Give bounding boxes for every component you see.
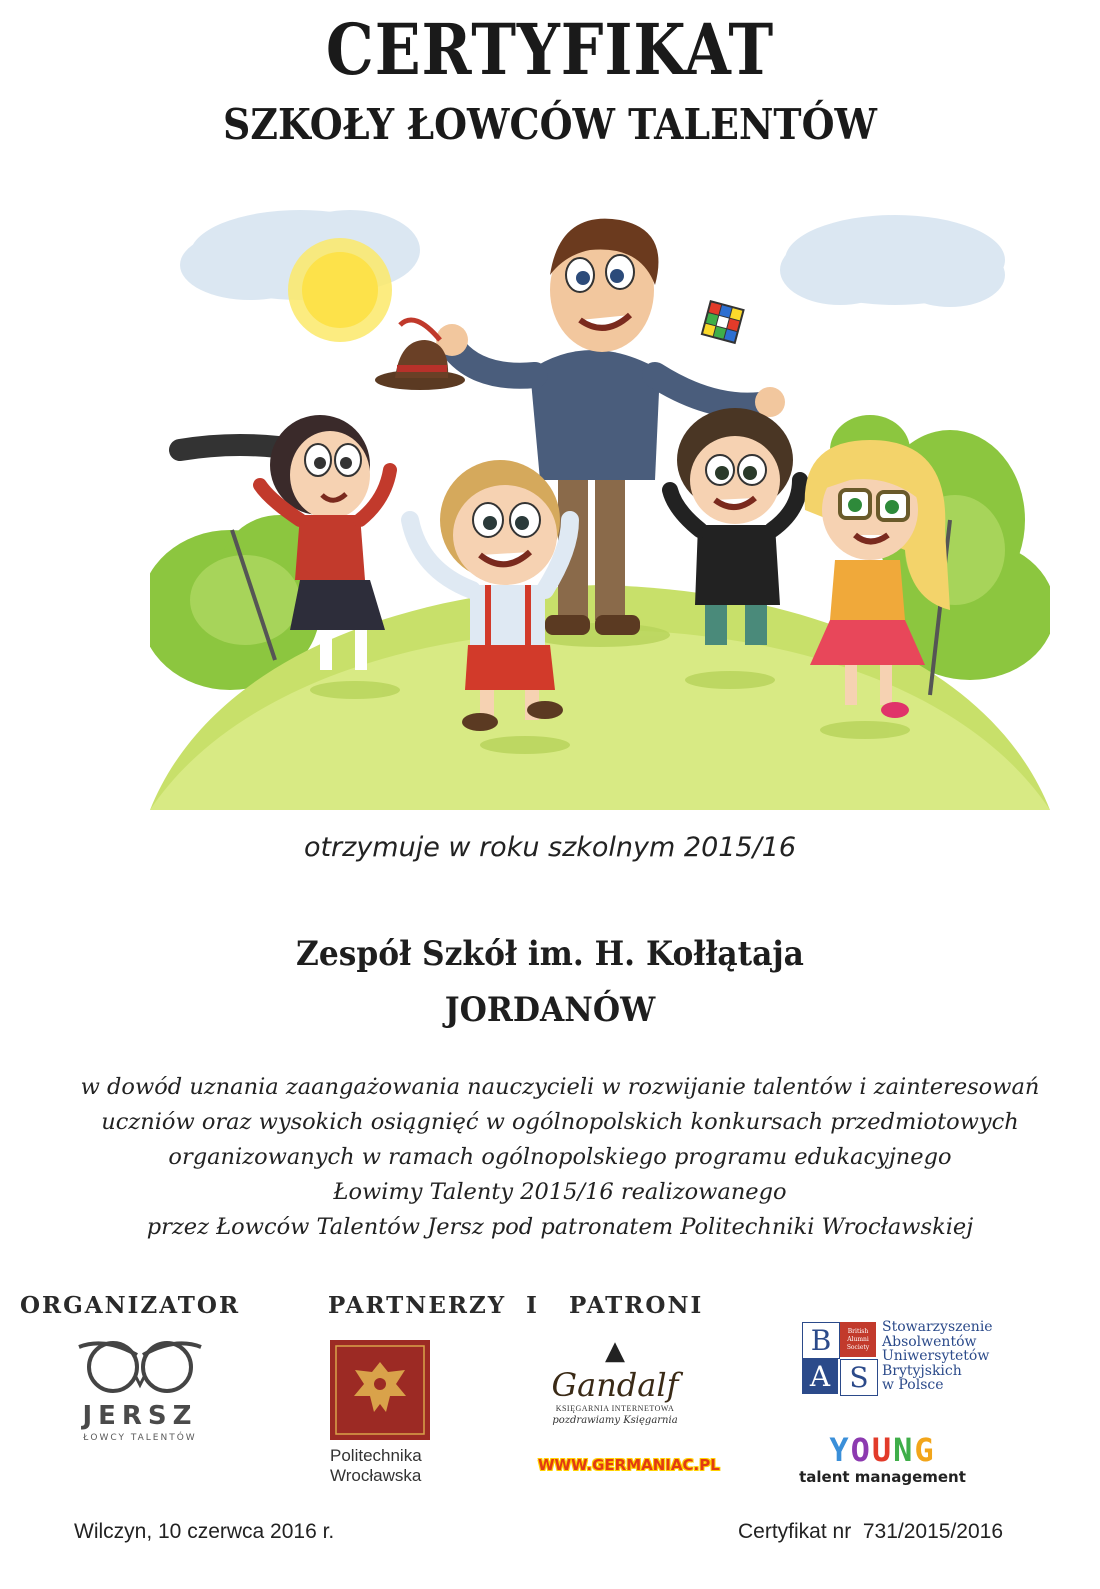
bas-logo bbox=[802, 1320, 1032, 1395]
description-line: w dowód uznania zaangażowania nauczycieli w rozwijanie talentów i zainteresowań bbox=[80, 1074, 1040, 1100]
bas-letter-s: S bbox=[840, 1359, 878, 1396]
gandalf-name: Gandalf bbox=[551, 1366, 679, 1404]
gandalf-logo bbox=[540, 1336, 690, 1426]
gandalf-signature: pozdrawiamy Księgarnia bbox=[552, 1415, 678, 1426]
description-line: organizowanych w ramach ogólnopolskiego programu edukacyjnego bbox=[168, 1144, 952, 1170]
cloud-right-icon bbox=[780, 215, 1005, 307]
wizard-hat-icon: ▲ bbox=[605, 1336, 625, 1366]
certificate-description bbox=[40, 1070, 1080, 1245]
certificate-number: Certyfikat nr 731/2015/2016 bbox=[738, 1520, 1004, 1543]
eagle-crest-icon bbox=[330, 1340, 430, 1440]
bas-small-text: British Alumni Society bbox=[840, 1322, 876, 1357]
school-year-line: otrzymuje w roku szkolnym 2015/16 bbox=[303, 832, 797, 863]
owl-glasses-icon bbox=[75, 1335, 205, 1395]
jersz-tagline: ŁOWCY TALENTÓW bbox=[83, 1433, 197, 1443]
description-line: Łowimy Talenty 2015/16 realizowanego bbox=[333, 1179, 787, 1205]
bas-letter-b: B bbox=[802, 1322, 840, 1359]
young-logo bbox=[795, 1432, 970, 1486]
bas-line: w Polsce bbox=[882, 1377, 944, 1393]
description-line: uczniów oraz wysokich osiągnięć w ogólnopolskich konkursach przedmiotowych bbox=[101, 1109, 1019, 1135]
politechnika-line2: Wrocławska bbox=[330, 1466, 422, 1485]
bas-letter-a: A bbox=[802, 1359, 838, 1394]
school-city: JORDANÓW bbox=[444, 990, 656, 1030]
rubik-cube-icon bbox=[701, 300, 745, 344]
politechnika-line1: Politechnika bbox=[330, 1446, 422, 1465]
school-name: Zespół Szkół im. H. Kołłątaja bbox=[296, 934, 804, 974]
bas-letters bbox=[802, 1322, 878, 1396]
place-date: Wilczyn, 10 czerwca 2016 r. bbox=[74, 1520, 335, 1543]
bas-line: Stowarzyszenie bbox=[882, 1319, 993, 1335]
bas-line: Brytyjskich bbox=[882, 1362, 962, 1379]
certificate-subtitle: SZKOŁY ŁOWCÓW TALENTÓW bbox=[223, 100, 877, 149]
bas-line: Uniwersytetów bbox=[882, 1348, 990, 1364]
young-name: YOUNG bbox=[829, 1431, 936, 1469]
young-tagline: talent management bbox=[799, 1468, 966, 1486]
germaniac-logo: WWW.GERMANIAC.PL bbox=[538, 1456, 720, 1474]
children-illustration bbox=[150, 190, 1050, 830]
gandalf-tagline: KSIĘGARNIA INTERNETOWA bbox=[555, 1404, 675, 1413]
description-line: przez Łowców Talentów Jersz pod patronatem Politechniki Wrocławskiej bbox=[146, 1214, 974, 1240]
jersz-name: JERSZ bbox=[82, 1401, 198, 1431]
certificate-title: CERTYFIKAT bbox=[325, 8, 775, 91]
organizer-label: ORGANIZATOR bbox=[20, 1292, 241, 1319]
jersz-logo bbox=[70, 1335, 210, 1475]
bas-name bbox=[882, 1320, 1042, 1393]
politechnika-name bbox=[330, 1446, 440, 1486]
politechnika-logo bbox=[330, 1340, 440, 1486]
bas-line: Absolwentów bbox=[882, 1333, 977, 1350]
partners-label: PARTNERZY I PATRONI bbox=[328, 1292, 704, 1319]
